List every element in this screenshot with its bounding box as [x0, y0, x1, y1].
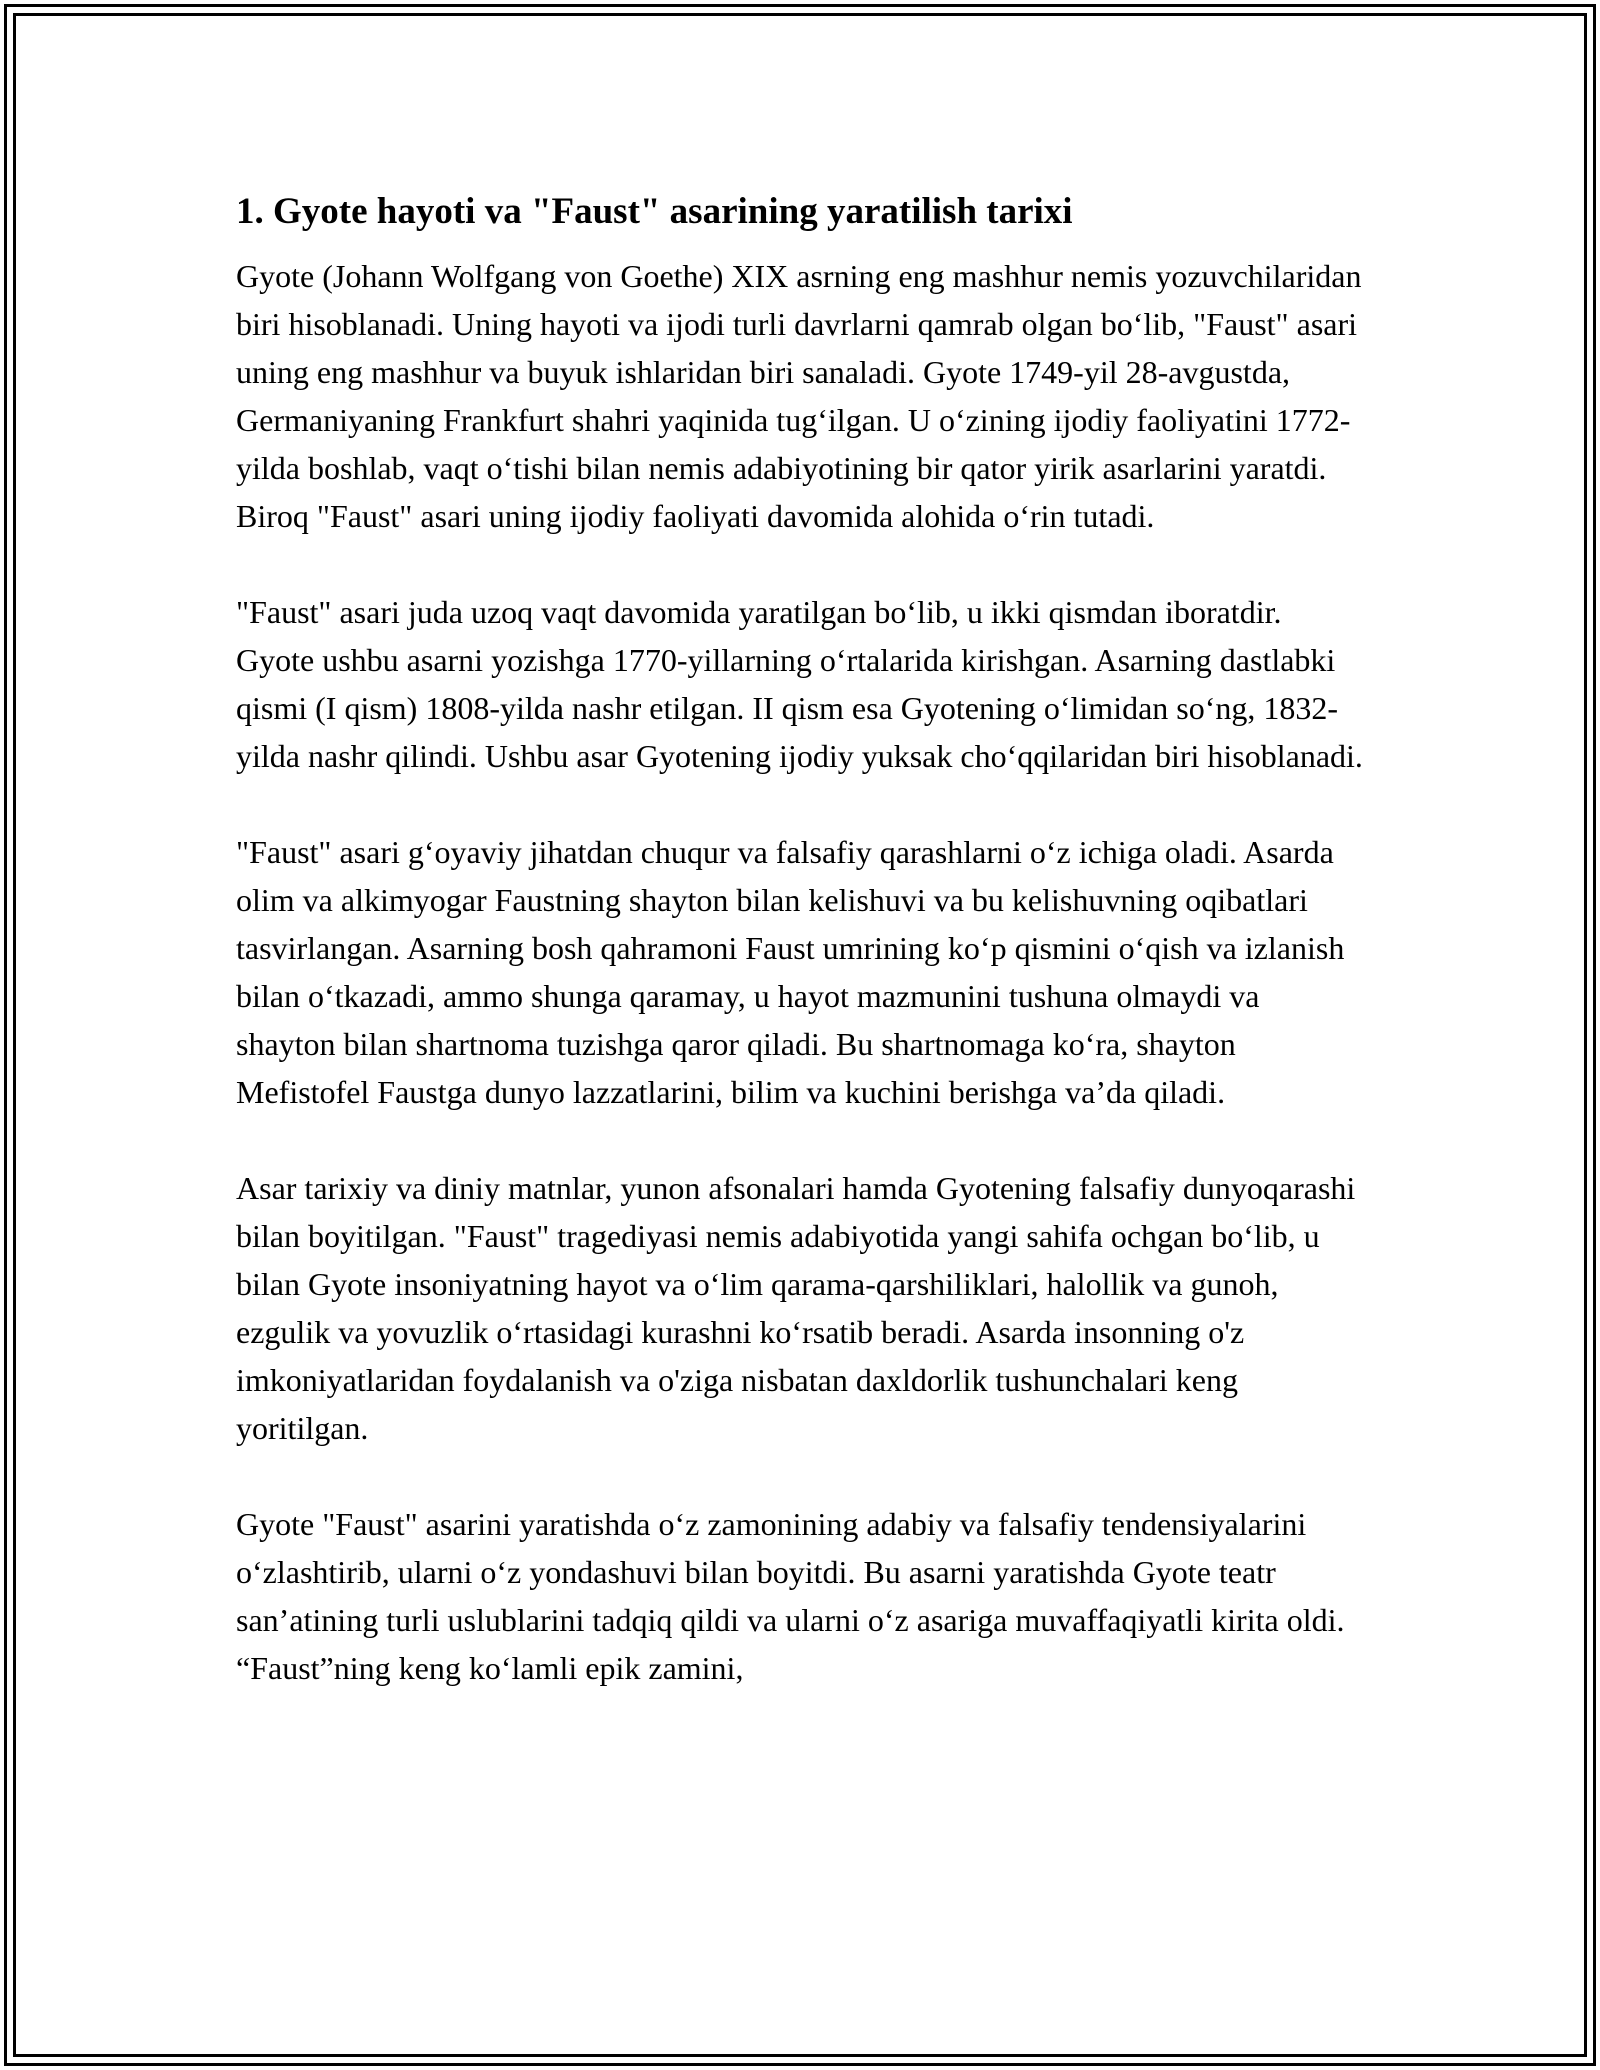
paragraph-4: Asar tarixiy va diniy matnlar, yunon afsonalari hamda Gyotening falsafiy dunyoqarashi bilan boyitilgan. "Faust" tragediyasi nemis adabiyotida yangi sahifa ochgan bo‘lib, u bilan Gyote insoniyatning hayot va o‘lim qarama-qarshiliklari, halollik va gunoh, ezgulik va yovuzlik o‘rtasidagi kurashni ko‘rsatib beradi. Asarda insonning o'z imkoniyatlaridan foydalanish va o'ziga nisbatan daxldorlik tushunchalari keng yoritilgan.	[236, 1170, 1356, 1446]
section-heading: 1. Gyote hayoti va "Faust" asarining yaratilish tarixi	[236, 191, 1073, 232]
document-body	[236, 186, 1366, 1740]
paragraph-3: "Faust" asari g‘oyaviy jihatdan chuqur va falsafiy qarashlarni o‘z ichiga oladi. Asarda olim va alkimyogar Faustning shayton bilan kelishuvi va bu kelishuvning oqibatlari tasvirlangan. Asarning bosh qahramoni Faust umrining ko‘p qismini o‘qish va izlanish bilan o‘tkazadi, ammo shunga qaramay, u hayot mazmunini tushuna olmaydi va shayton bilan shartnoma tuzishga qaror qiladi. Bu shartnomaga ko‘ra, shayton Mefistofel Faustga dunyo lazzatlarini, bilim va kuchini berishga va’da qiladi.	[236, 834, 1345, 1110]
paragraph-2: "Faust" asari juda uzoq vaqt davomida yaratilgan bo‘lib, u ikki qismdan iboratdir. Gyote ushbu asarni yozishga 1770-yillarning o‘rtalarida kirishgan. Asarning dastlabki qismi (I qism) 1808-yilda nashr etilgan. II qism esa Gyotening o‘limidan so‘ng, 1832-yilda nashr qilindi. Ushbu asar Gyotening ijodiy yuksak cho‘qqilaridan biri hisoblanadi.	[236, 594, 1363, 774]
paragraph-1: Gyote (Johann Wolfgang von Goethe) XIX asrning eng mashhur nemis yozuvchilaridan biri hisoblanadi. Uning hayoti va ijodi turli davrlarni qamrab olgan bo‘lib, "Faust" asari uning eng mashhur va buyuk ishlaridan biri sanaladi. Gyote 1749-yil 28-avgustda, Germaniyaning Frankfurt shahri yaqinida tug‘ilgan. U o‘zining ijodiy faoliyatini 1772-yilda boshlab, vaqt o‘tishi bilan nemis adabiyotining bir qator yirik asarlarini yaratdi. Biroq "Faust" asari uning ijodiy faoliyati davomida alohida o‘rin tutadi.	[236, 258, 1362, 534]
paragraph-5: Gyote "Faust" asarini yaratishda o‘z zamonining adabiy va falsafiy tendensiyalarini o‘zlashtirib, ularni o‘z yondashuvi bilan boyitdi. Bu asarni yaratishda Gyote teatr san’atining turli uslublarini tadqiq qildi va ularni o‘z asariga muvaffaqiyatli kirita oldi. “Faust”ning keng ko‘lamli epik zamini,	[236, 1506, 1345, 1686]
